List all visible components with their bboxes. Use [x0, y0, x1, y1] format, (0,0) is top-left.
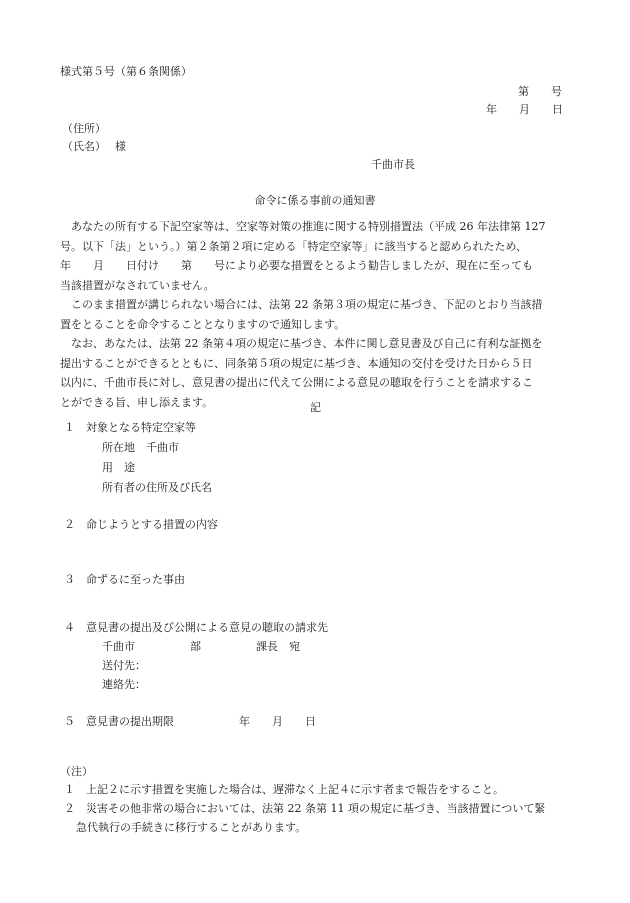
paragraph-3-line-2: 提出することができるとともに、同条第５項の規定に基づき、本通知の交付を受けた日から５日 — [60, 356, 533, 370]
paragraph-2-line-1: このまま措置が講じられない場合には、法第 22 条第３項の規定に基づき、下記のとおり当該措 — [60, 298, 543, 311]
item-4-number: ４ — [64, 621, 75, 634]
note-2-text-line-2: 急代執行の手続きに移行することがあります。 — [76, 821, 307, 834]
item-3-title: 命ずるに至った事由 — [86, 573, 185, 586]
document-title: 命令に係る事前の通知書 — [254, 194, 376, 207]
item-1-location: 所在地 千曲市 — [102, 441, 179, 454]
note-2-text-line-1: 災害その他非常の場合においては、法第 22 条第 11 項の規定に基づき、当該措置について緊 — [86, 802, 546, 815]
paragraph-1-line-3: 年 月 日付け 第 号により必要な措置をとるよう勧告しましたが、現在に至っても — [60, 259, 533, 272]
issuer-name: 千曲市長 — [371, 158, 415, 171]
paragraph-1-line-1: あなたの所有する下記空家等は、空家等対策の推進に関する特別措置法（平成 26 年法律第 127 — [60, 220, 546, 233]
item-1-number: １ — [64, 421, 75, 434]
item-2-number: ２ — [64, 518, 75, 531]
note-1-text: 上記２に示す措置を実施した場合は、遅滞なく上記４に示す者まで報告をすること。 — [86, 783, 504, 796]
item-5-deadline-date: 年 月 日 — [239, 715, 316, 728]
form-label: 様式第５号（第６条関係） — [60, 65, 192, 78]
paragraph-2-line-2: 置をとることを命令することとなりますので通知します。 — [60, 317, 346, 331]
item-4-send-to: 送付先： — [102, 659, 146, 672]
paragraph-1-line-2: 号。以下「法」という。）第２条第２項に定める「特定空家等」に該当すると認められたため、 — [60, 239, 528, 253]
item-5-number: ５ — [64, 715, 75, 728]
item-4-title: 意見書の提出及び公開による意見の聴取の請求先 — [86, 621, 328, 634]
document-date: 年 月 日 — [486, 103, 563, 116]
item-3-number: ３ — [64, 573, 75, 586]
item-2-title: 命じようとする措置の内容 — [86, 518, 218, 531]
paragraph-3-line-4: とができる旨、申し添えます。 — [60, 395, 214, 409]
recipient-name-label: （氏名） 様 — [62, 140, 126, 153]
notes-label: （注） — [60, 765, 93, 778]
item-1-owner: 所有者の住所及び氏名 — [102, 481, 212, 494]
ki-heading: 記 — [310, 401, 321, 414]
item-5-title: 意見書の提出期限 — [86, 715, 174, 728]
recipient-address-label: （住所） — [62, 122, 106, 135]
body-text — [60, 217, 572, 412]
item-1-title: 対象となる特定空家等 — [86, 421, 196, 434]
item-4-department: 千曲市 部 課長 宛 — [102, 640, 300, 653]
paragraph-3-line-3: 以内に、千曲市長に対し、意見書の提出に代えて公開による意見の聴取を行うことを請求するこ — [60, 376, 533, 389]
note-2-number: ２ — [64, 802, 75, 815]
paragraph-3-line-1: なお、あなたは、法第 22 条第４項の規定に基づき、本件に関し意見書及び自己に有利な証拠を — [60, 337, 543, 350]
document-number: 第 号 — [518, 85, 562, 98]
note-1-number: １ — [64, 783, 75, 796]
paragraph-1-line-4: 当該措置がなされていません。 — [60, 278, 215, 292]
item-1-use: 用 途 — [102, 461, 135, 474]
item-4-contact: 連絡先： — [102, 678, 146, 691]
